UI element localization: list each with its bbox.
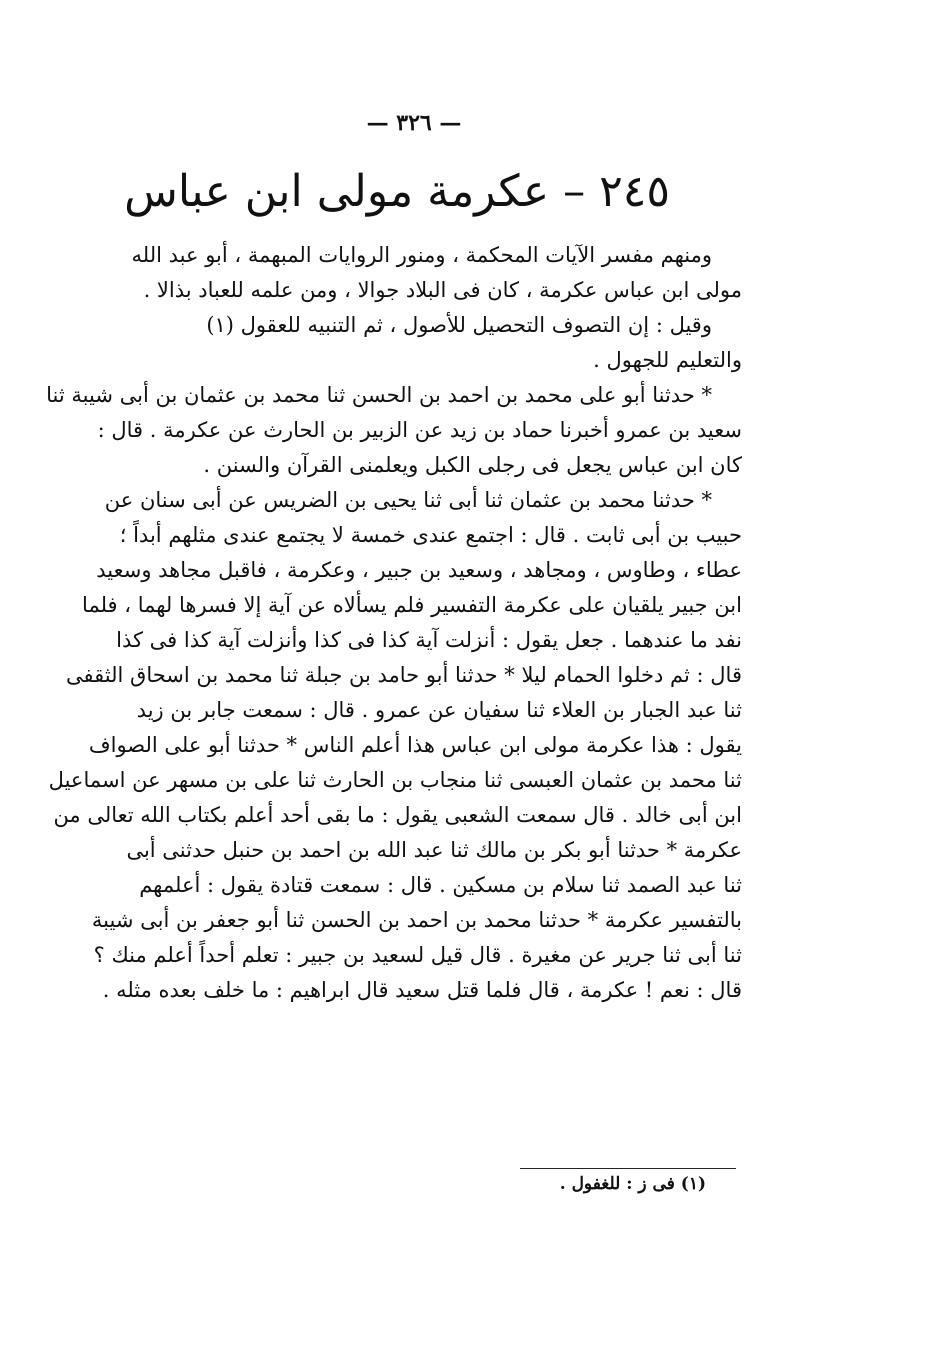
text-line: ثنا أبى ثنا جرير عن مغيرة . قال قيل لسعيد بن جبير : تعلم أحداً أعلم منك ؟: [93, 943, 742, 967]
text-line: يقول : هذا عكرمة مولى ابن عباس هذا أعلم الناس * حدثنا أبو على الصواف: [88, 733, 742, 757]
text-line: نفد ما عندهما . جعل يقول : أنزلت آية كذا فى كذا وأنزلت آية كذا فى كذا: [116, 628, 742, 652]
text-line: ابن أبى خالد . قال سمعت الشعبى يقول : ما بقى أحد أعلم بكتاب الله تعالى من: [53, 803, 742, 827]
text-line: ثنا عبد الجبار بن العلاء ثنا سفيان عن عمرو . قال : سمعت جابر بن زيد: [136, 698, 742, 722]
body-text: [46, 238, 742, 1008]
footnote-divider: [520, 1168, 736, 1169]
text-line: قال : نعم ! عكرمة ، قال فلما قتل سعيد قال ابراهيم : ما خلف بعده مثله .: [102, 978, 742, 1002]
entry-heading: ٢٤٥ – عكرمة مولى ابن عباس: [124, 166, 670, 217]
page-number: — ٣٢٦ —: [366, 110, 462, 136]
text-line: والتعليم للجهول .: [593, 348, 742, 372]
text-line: بالتفسير عكرمة * حدثنا محمد بن احمد بن الحسن ثنا أبو جعفر بن أبى شيبة: [91, 908, 742, 932]
text-line: * حدثنا أبو على محمد بن احمد بن الحسن ثنا محمد بن عثمان بن أبى شيبة ثنا: [46, 383, 712, 407]
text-line: عطاء ، وطاوس ، ومجاهد ، وسعيد بن جبير ، وعكرمة ، فاقبل مجاهد وسعيد: [96, 558, 742, 582]
text-line: حبيب بن أبى ثابت . قال : اجتمع عندى خمسة لا يجتمع عندى مثلهم أبداً ؛: [119, 523, 742, 547]
text-line: ثنا عبد الصمد ثنا سلام بن مسكين . قال : سمعت قتادة يقول : أعلمهم: [139, 873, 742, 897]
text-line: سعيد بن عمرو أخبرنا حماد بن زيد عن الزبير بن الحارث عن عكرمة . قال :: [97, 418, 742, 442]
text-line: كان ابن عباس يجعل فى رجلى الكبل ويعلمنى القرآن والسنن .: [203, 453, 742, 477]
text-line: ومنهم مفسر الآيات المحكمة ، ومنور الروايات المبهمة ، أبو عبد الله: [131, 243, 712, 267]
text-line: وقيل : إن التصوف التحصيل للأصول ، ثم التنبيه للعقول (١): [206, 313, 712, 337]
text-line: عكرمة * حدثنا أبو بكر بن مالك ثنا عبد الله بن احمد بن حنبل حدثنى أبى: [126, 838, 742, 862]
text-line: ابن جبير يلقيان على عكرمة التفسير فلم يسألاه عن آية إلا فسرها لهما ، فلما: [82, 593, 742, 617]
text-line: مولى ابن عباس عكرمة ، كان فى البلاد جوالا ، ومن علمه للعباد بذالا .: [143, 278, 742, 302]
text-line: ثنا محمد بن عثمان العبسى ثنا منجاب بن الحارث ثنا على بن مسهر عن اسماعيل: [48, 768, 742, 792]
text-line: * حدثنا محمد بن عثمان ثنا أبى ثنا يحيى بن الضريس عن أبى سنان عن: [104, 488, 712, 512]
text-line: قال : ثم دخلوا الحمام ليلا * حدثنا أبو حامد بن جبلة ثنا محمد بن اسحاق الثقفى: [66, 663, 742, 687]
footnote: (١) فى ز : للغفول .: [559, 1174, 706, 1194]
